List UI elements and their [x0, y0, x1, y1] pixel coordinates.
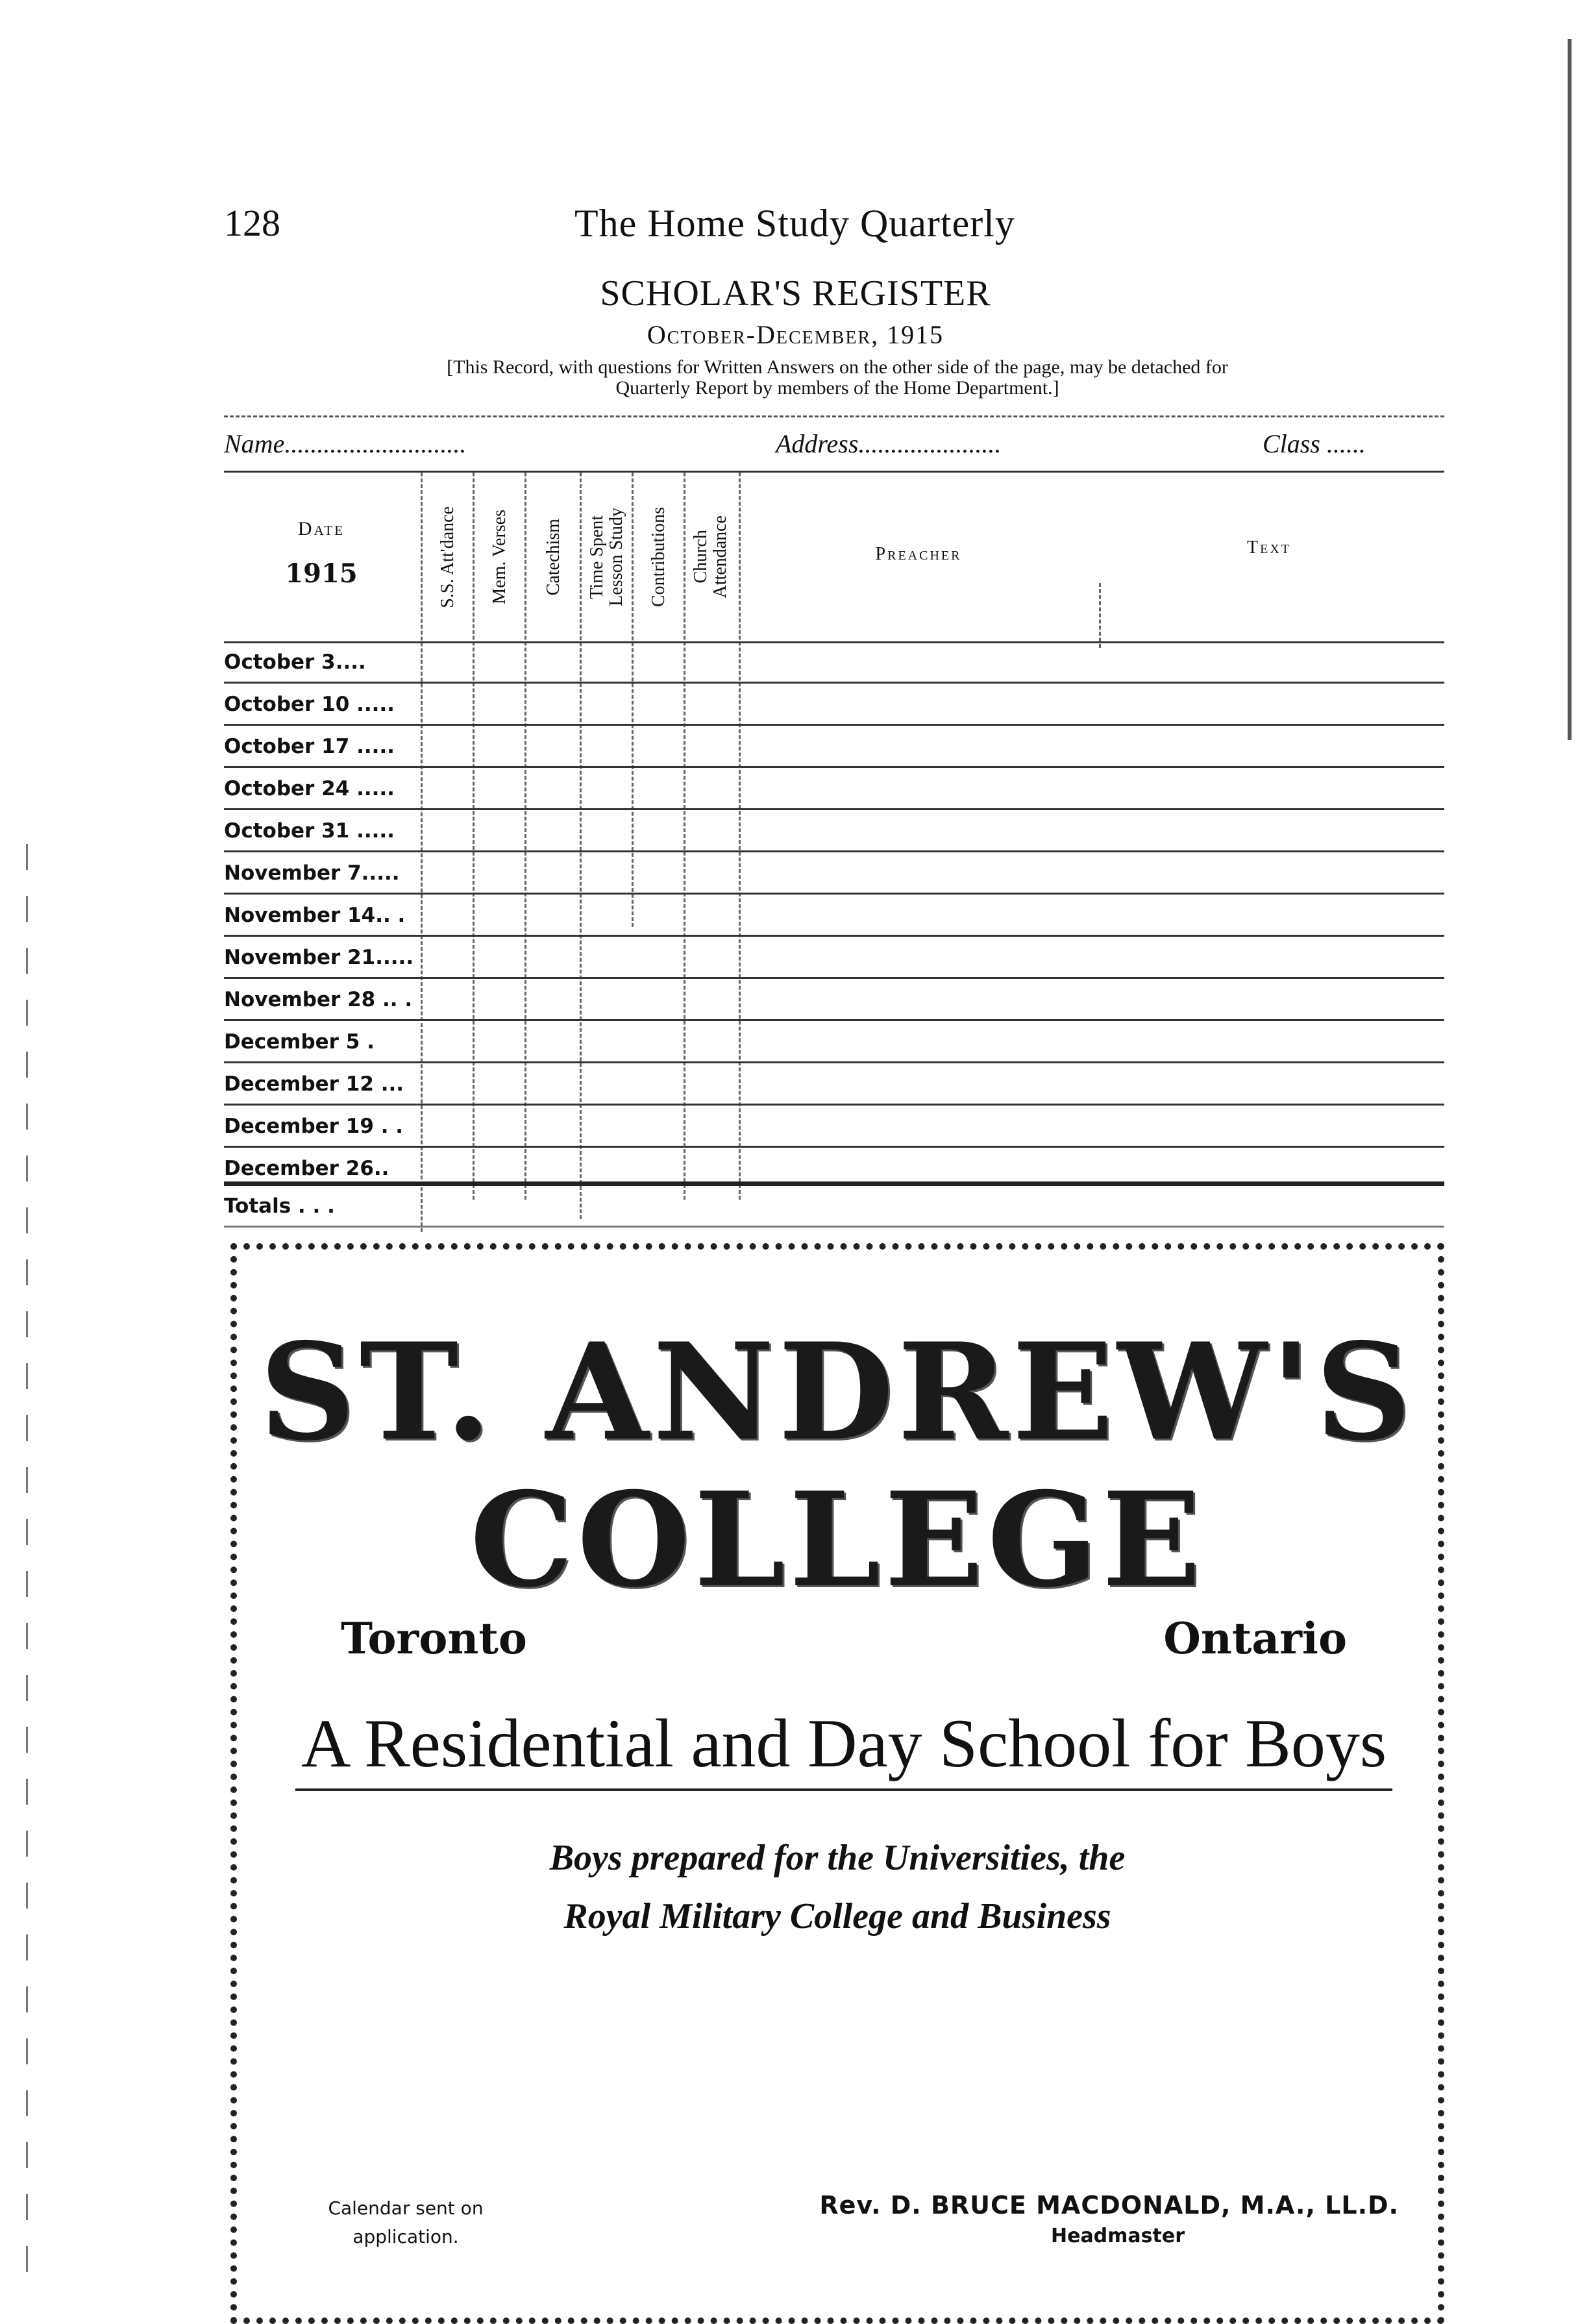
table-row-label: October 3.... — [224, 650, 366, 674]
advertisement-box — [230, 1243, 1444, 2324]
scholar-info-line — [224, 428, 1444, 467]
column-header-label: Time Spent Lesson Study — [587, 508, 626, 606]
table-row-label: December 5 . — [224, 1030, 375, 1054]
name-field-label: Name............................ — [224, 429, 467, 458]
page-binding-edge — [1568, 39, 1572, 740]
table-row-label: October 17 ..... — [224, 735, 395, 758]
margin-line — [26, 844, 28, 2272]
text-column-header: Text — [1247, 538, 1291, 558]
register-period: October-December, 1915 — [647, 320, 944, 349]
table-bottom-rule — [224, 1226, 1444, 1228]
column-header-mem-verses — [474, 473, 526, 641]
column-header-label: S.S. Att'dance — [438, 506, 458, 608]
calendar-note-line-2: application. — [352, 2226, 459, 2247]
headmaster-title: Headmaster — [1050, 2225, 1185, 2247]
totals-rule — [224, 1181, 1444, 1186]
row-rule — [224, 935, 1444, 937]
divider — [224, 415, 1444, 417]
row-rule — [224, 977, 1444, 979]
register-title: SCHOLAR'S REGISTER — [600, 273, 991, 314]
date-column-header — [224, 518, 419, 589]
row-rule — [224, 1104, 1444, 1106]
totals-label: Totals . . . — [224, 1194, 335, 1218]
register-note-line-1: [This Record, with questions for Written Answers on the other side of the page, may be detached for — [447, 356, 1228, 378]
column-header-label: Mem. Verses — [489, 510, 510, 604]
page-number: 128 — [224, 202, 280, 244]
table-row-label: November 28 .. . — [224, 988, 413, 1011]
column-header-label: Church Attendance — [691, 515, 730, 599]
column-header-ss-attendance — [422, 473, 474, 641]
column-divider — [632, 473, 634, 927]
row-rule — [224, 766, 1444, 768]
college-name-line-1: ST. ANDREW'S — [259, 1315, 1416, 1470]
description-line-2: Royal Military College and Business — [563, 1896, 1111, 1936]
headmaster-block — [750, 2191, 1399, 2247]
column-divider — [421, 473, 423, 1232]
tagline-underline — [295, 1788, 1392, 1791]
running-title: The Home Study Quarterly — [574, 202, 1015, 245]
table-row-label: October 31 ..... — [224, 819, 395, 843]
column-header-contributions — [633, 473, 685, 641]
preacher-column-header: Preacher — [875, 544, 962, 564]
row-rule — [224, 724, 1444, 726]
column-divider — [1099, 583, 1101, 648]
province-label: Ontario — [1163, 1613, 1347, 1664]
city-label: Toronto — [341, 1613, 527, 1664]
table-row-label: December 12 ... — [224, 1072, 404, 1096]
register-table — [224, 473, 1444, 1232]
column-header-time-spent — [581, 473, 633, 641]
column-header-label: Contributions — [648, 506, 669, 607]
table-row-label: October 24 ..... — [224, 777, 395, 800]
description-line-1: Boys prepared for the Universities, the — [549, 1838, 1126, 1878]
row-rule — [224, 1019, 1444, 1021]
address-field-label: Address...................... — [776, 429, 1002, 458]
college-name-line-2: COLLEGE — [469, 1464, 1205, 1616]
row-rule — [224, 1146, 1444, 1148]
column-header-label: Catechism — [543, 518, 563, 596]
row-rule — [224, 893, 1444, 895]
table-row-label: November 7..... — [224, 861, 400, 885]
date-header-label: Date — [297, 518, 345, 539]
running-header — [224, 201, 1457, 253]
row-rule — [224, 682, 1444, 684]
year-label: 1915 — [285, 558, 358, 589]
register-note-line-2: Quarterly Report by members of the Home Department.] — [615, 377, 1059, 399]
column-divider — [739, 473, 741, 1200]
column-header-catechism — [526, 473, 581, 641]
calendar-note-line-1: Calendar sent on — [328, 2197, 484, 2219]
table-row-label: November 21..... — [224, 946, 414, 969]
class-field-label: Class ...... — [1263, 429, 1366, 458]
table-row-label: November 14.. . — [224, 904, 406, 927]
table-row-label: December 19 . . — [224, 1115, 404, 1138]
register-note — [260, 357, 1415, 399]
calendar-note — [276, 2194, 536, 2251]
row-rule — [224, 1061, 1444, 1063]
column-divider — [580, 473, 582, 1219]
table-row-label: October 10 ..... — [224, 693, 395, 716]
row-rule — [224, 808, 1444, 810]
row-rule — [224, 850, 1444, 852]
column-divider — [524, 473, 526, 1200]
column-divider — [684, 473, 685, 1200]
school-tagline: A Residential and Day School for Boys — [301, 1705, 1387, 1781]
table-row-label: December 26.. — [224, 1157, 389, 1180]
column-header-church-attendance — [685, 473, 737, 641]
headmaster-name: Rev. D. BRUCE MACDONALD, M.A., LL.D. — [819, 2191, 1399, 2219]
column-divider — [473, 473, 475, 1200]
